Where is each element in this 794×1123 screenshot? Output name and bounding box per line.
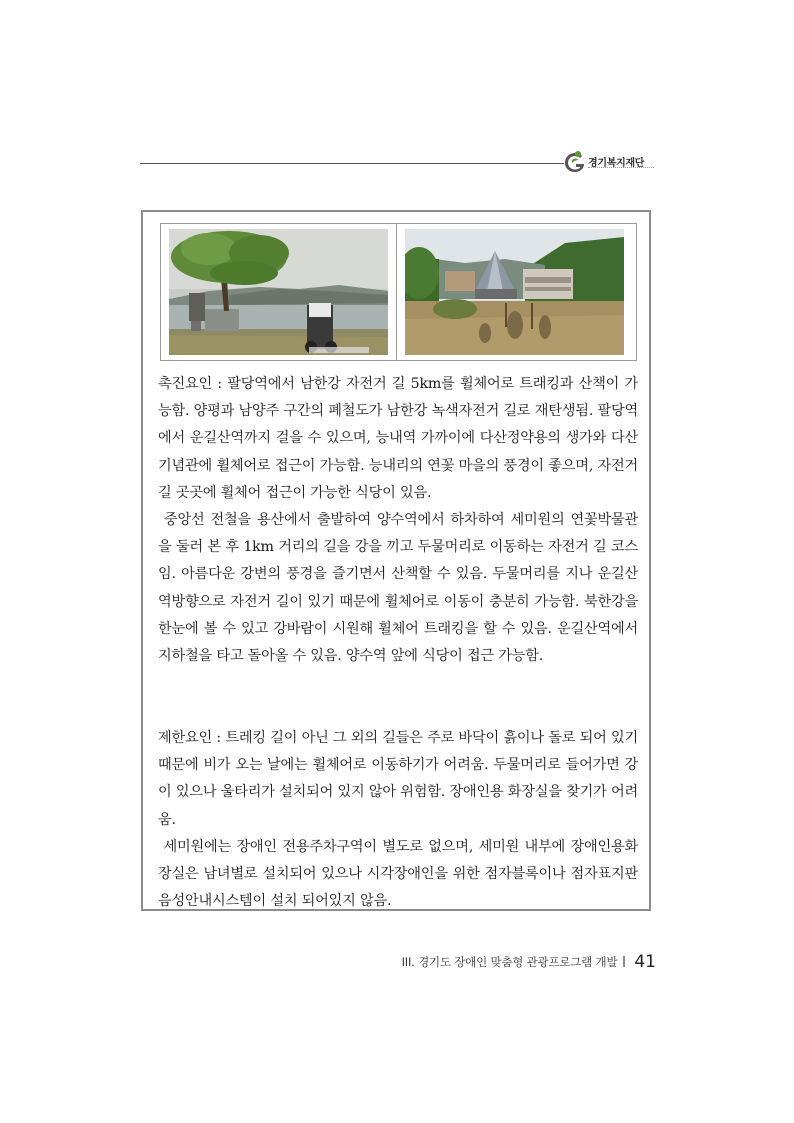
- foundation-logo-icon: [563, 150, 587, 174]
- foundation-logo: [563, 150, 663, 176]
- footer-separator: [623, 956, 625, 967]
- limit-text-2: 세미원에는 장애인 전용주차구역이 별도로 없으며, 세미원 내부에 장애인용화장실은 남녀별로 설치되어 있으나 시각장애인을 위한 점자블록이나 점자표지판 음성안내시스템이 설치 되어있지 않음.: [158, 838, 639, 910]
- limit-factors-paragraph: [158, 725, 638, 915]
- promote-text-1: 팔당역에서 남한강 자전거 길 5km를 휠체어로 트래킹과 산책이 가능함. 양평과 남양주 구간의 폐철도가 남한강 녹색자전거 길로 재탄생됨. 팔당역에서 운길산역까지 걸을 수 있으며, 능내역 가까이에 다산정약용의 생가와 다산기념관에 휠체어로 접근이 가능함. 능내리의 연꽃 마을의 풍경이 좋으며, 자전거 길 곳곳에 휠체어 접근이 가능한 식당이 있음.: [158, 376, 638, 501]
- page-footer: [402, 951, 656, 972]
- photo-divider: [396, 223, 397, 361]
- limit-label: 제한요인 :: [158, 730, 226, 746]
- lake-pavilion-wheelchair-photo: [169, 229, 388, 355]
- header-rule: [140, 163, 564, 164]
- seomiwon-pavilion-photo: [405, 229, 624, 355]
- logo-subtitle-line: [588, 167, 654, 170]
- foundation-logo-text: 경기복지재단: [588, 158, 645, 169]
- promote-text-2: 중앙선 전철을 용산에서 출발하여 양수역에서 하차하여 세미원의 연꽃박물관을 둘러 본 후 1km 거리의 길을 강을 끼고 두물머리로 이동하는 자전거 길 코스임. 아름다운 강변의 풍경을 즐기면서 산책할 수 있음. 두물머리를 지나 운길산 역방향으로 자전거 길이 있기 때문에 휠체어로 이동이 충분히 가능함. 북한강을 한눈에 볼 수 있고 강바람이 시원해 휠체어 트래킹을 할 수 있음. 운길산역에서 지하철을 타고 돌아올 수 있음. 양수역 앞에 식당이 접근 가능함.: [158, 512, 638, 665]
- page-number: 41: [634, 952, 656, 972]
- promote-label: 촉진요인 :: [158, 376, 228, 392]
- footer-section-title: III. 경기도 장애인 맞춤형 관광프로그램 개발: [401, 955, 618, 969]
- limit-text-1: 트레킹 길이 아닌 그 외의 길들은 주로 바닥이 흙이나 돌로 되어 있기 때문에 비가 오는 날에는 휠체어로 이동하기가 어려움. 두물머리로 들어가면 강이 있으나 울타리가 설치되어 있지 않아 위험함. 장애인용 화장실을 찾기가 어려움.: [158, 730, 638, 828]
- promote-factors-paragraph: [158, 371, 638, 670]
